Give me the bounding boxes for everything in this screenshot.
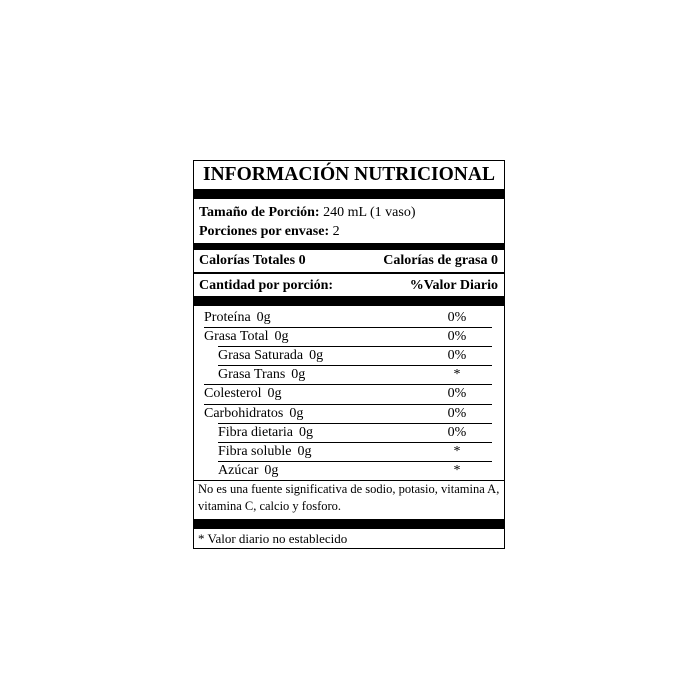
nutrient-name — [218, 347, 323, 365]
divider — [194, 272, 504, 274]
nutrient-daily-value: * — [453, 443, 461, 459]
nutrient-name — [204, 405, 303, 423]
nutrient-name-text: Colesterol — [204, 386, 262, 402]
thick-divider — [194, 296, 504, 306]
nutrient-name-text: Grasa Trans — [218, 367, 286, 383]
footnote: No es una fuente significativa de sodio, potasio, vitamina A, vitamina C, calcio y fosforo. — [198, 482, 500, 513]
servings-per-container-row — [199, 223, 340, 241]
nutrient-name-text: Azúcar — [218, 462, 259, 478]
nutrient-amount: 0g — [289, 405, 304, 421]
serving-size-value: 240 mL (1 vaso) — [323, 205, 416, 220]
nutrition-facts-label — [193, 160, 505, 549]
nutrient-name-text: Fibra dietaria — [218, 424, 294, 440]
nutrient-daily-value: 0% — [447, 386, 467, 402]
nutrient-name — [204, 309, 271, 327]
total-calories: Calorías Totales 0 — [199, 253, 306, 268]
nutrient-daily-value: 0% — [447, 348, 467, 364]
nutrient-daily-value: 0% — [447, 424, 467, 440]
daily-value-header: %Valor Diario — [409, 278, 498, 293]
nutrient-name-text: Fibra soluble — [218, 443, 292, 459]
nutrient-amount: 0g — [297, 443, 312, 459]
nutrient-name — [218, 424, 313, 442]
thick-divider — [194, 189, 504, 199]
thick-divider — [194, 519, 504, 529]
nutrient-amount: 0g — [309, 348, 324, 364]
nutrient-daily-value: 0% — [447, 405, 467, 421]
nutrient-name — [218, 462, 278, 480]
servings-per-container-label: Porciones por envase: — [199, 224, 330, 239]
thick-divider — [194, 243, 504, 250]
servings-per-container-value: 2 — [332, 224, 340, 239]
nutrient-amount: 0g — [256, 310, 271, 325]
fat-calories: Calorías de grasa 0 — [383, 253, 498, 268]
nutrient-name-text: Carbohidratos — [204, 405, 284, 421]
nutrient-name-text: Grasa Total — [204, 329, 269, 345]
nutrient-name-text: Proteína — [204, 310, 251, 325]
nutrient-amount: 0g — [274, 329, 289, 345]
nutrient-name — [204, 328, 288, 346]
amount-per-serving-header: Cantidad por porción: — [199, 278, 334, 293]
nutrient-daily-value: * — [453, 367, 461, 383]
nutrient-daily-value: 0% — [447, 329, 467, 345]
nutrient-name — [218, 443, 312, 461]
nutrient-amount: 0g — [291, 367, 306, 383]
serving-size-row — [199, 204, 416, 222]
nutrient-amount: 0g — [299, 424, 314, 440]
nutrient-daily-value: 0% — [447, 310, 467, 325]
nutrient-name — [204, 385, 282, 403]
nutrient-name-text: Grasa Saturada — [218, 348, 304, 364]
daily-value-note: * Valor diario no establecido — [198, 531, 348, 546]
label-title: INFORMACIÓN NUTRICIONAL — [203, 164, 495, 185]
nutrient-daily-value: * — [453, 462, 461, 478]
nutrient-name — [218, 366, 305, 384]
serving-size-label: Tamaño de Porción: — [199, 205, 320, 220]
nutrient-amount: 0g — [267, 386, 282, 402]
nutrient-amount: 0g — [264, 462, 279, 478]
